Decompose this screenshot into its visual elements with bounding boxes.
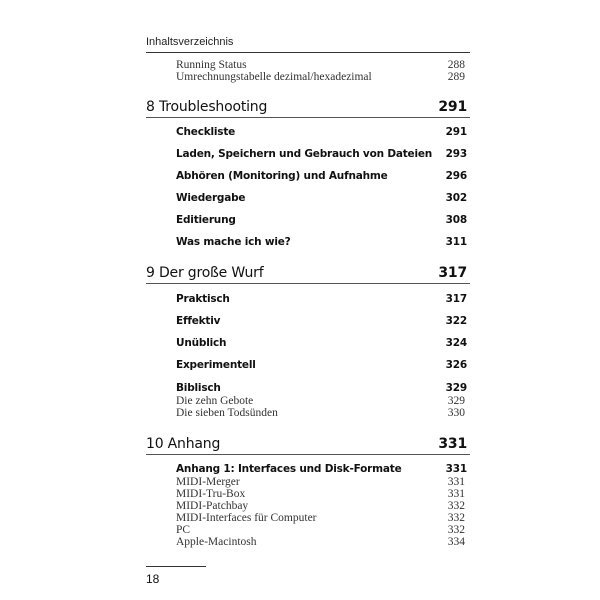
- footer-rule: [146, 566, 206, 567]
- toc-subentry[interactable]: [176, 59, 465, 71]
- chapter-title: 10 Anhang: [146, 436, 221, 452]
- toc-subentry-page: 332: [447, 500, 465, 512]
- toc-chapter-10[interactable]: [146, 436, 467, 452]
- toc-subentry-title: Umrechnungstabelle dezimal/hexadezimal: [176, 71, 372, 83]
- toc-subentry-page: 288: [447, 59, 465, 71]
- chapter-rule: [146, 454, 470, 455]
- section-page: 308: [445, 214, 467, 226]
- section-title: Checkliste: [176, 126, 236, 138]
- toc-subentry[interactable]: [176, 395, 465, 407]
- section-title: Laden, Speichern und Gebrauch von Dateien: [176, 148, 433, 160]
- toc-subentry-title: MIDI-Patchbay: [176, 500, 249, 512]
- section-page: 311: [445, 236, 467, 248]
- toc-subentry-title: Die zehn Gebote: [176, 395, 254, 407]
- section-page: 302: [445, 192, 467, 204]
- toc-section[interactable]: [176, 382, 467, 394]
- toc-subentry-title: MIDI-Interfaces für Computer: [176, 512, 317, 524]
- section-page: 331: [445, 463, 467, 475]
- section-title: Anhang 1: Interfaces und Disk-Formate: [176, 463, 402, 475]
- toc-subentry-page: 331: [447, 488, 465, 500]
- section-title: Was mache ich wie?: [176, 236, 291, 248]
- section-page: 324: [445, 337, 467, 349]
- toc-subentry[interactable]: [176, 536, 465, 548]
- toc-subentry-title: Apple-Macintosh: [176, 536, 257, 548]
- toc-section[interactable]: [176, 214, 467, 226]
- toc-subentry[interactable]: [176, 407, 465, 419]
- toc-subentry-page: 332: [447, 512, 465, 524]
- toc-section[interactable]: [176, 192, 467, 204]
- toc-subentry-title: MIDI-Tru-Box: [176, 488, 246, 500]
- section-page: 326: [445, 359, 467, 371]
- toc-section[interactable]: [176, 359, 467, 371]
- toc-subentry[interactable]: [176, 71, 465, 83]
- toc-subentry-page: 334: [447, 536, 465, 548]
- toc-section[interactable]: [176, 293, 467, 305]
- toc-section[interactable]: [176, 236, 467, 248]
- page-number: 18: [146, 572, 160, 586]
- running-head: Inhaltsverzeichnis: [146, 36, 234, 48]
- toc-chapter-9[interactable]: [146, 265, 467, 281]
- chapter-page: 317: [438, 265, 467, 281]
- toc-subentry-page: 332: [447, 524, 465, 536]
- section-title: Effektiv: [176, 315, 221, 327]
- toc-subentry-page: 289: [447, 71, 465, 83]
- chapter-rule: [146, 117, 470, 118]
- section-page: 293: [445, 148, 467, 160]
- section-title: Praktisch: [176, 293, 230, 305]
- toc-subentry[interactable]: [176, 476, 465, 488]
- toc-subentry-page: 331: [447, 476, 465, 488]
- toc-chapter-8[interactable]: [146, 99, 467, 115]
- toc-section[interactable]: [176, 148, 467, 160]
- chapter-page: 331: [438, 436, 467, 452]
- toc-subentry-title: Die sieben Todsünden: [176, 407, 278, 419]
- chapter-title: 8 Troubleshooting: [146, 99, 268, 115]
- section-page: 329: [445, 382, 467, 394]
- toc-section[interactable]: [176, 315, 467, 327]
- toc-subentry[interactable]: [176, 500, 465, 512]
- toc-section[interactable]: [176, 170, 467, 182]
- chapter-title: 9 Der große Wurf: [146, 265, 264, 281]
- toc-subentry[interactable]: [176, 524, 465, 536]
- section-title: Unüblich: [176, 337, 227, 349]
- header-rule: [146, 52, 470, 53]
- toc-subentry[interactable]: [176, 512, 465, 524]
- toc-section[interactable]: [176, 337, 467, 349]
- toc-subentry-title: MIDI-Merger: [176, 476, 240, 488]
- section-title: Editierung: [176, 214, 236, 226]
- toc-subentry[interactable]: [176, 488, 465, 500]
- chapter-page: 291: [438, 99, 467, 115]
- toc-subentry-title: PC: [176, 524, 191, 536]
- section-page: 322: [445, 315, 467, 327]
- toc-section[interactable]: [176, 463, 467, 475]
- section-title: Biblisch: [176, 382, 221, 394]
- section-page: 296: [445, 170, 467, 182]
- section-page: 291: [445, 126, 467, 138]
- toc-section[interactable]: [176, 126, 467, 138]
- toc-subentry-title: Running Status: [176, 59, 247, 71]
- section-page: 317: [445, 293, 467, 305]
- section-title: Experimentell: [176, 359, 256, 371]
- toc-subentry-page: 330: [447, 407, 465, 419]
- section-title: Abhören (Monitoring) und Aufnahme: [176, 170, 388, 182]
- chapter-rule: [146, 283, 470, 284]
- section-title: Wiedergabe: [176, 192, 246, 204]
- toc-subentry-page: 329: [447, 395, 465, 407]
